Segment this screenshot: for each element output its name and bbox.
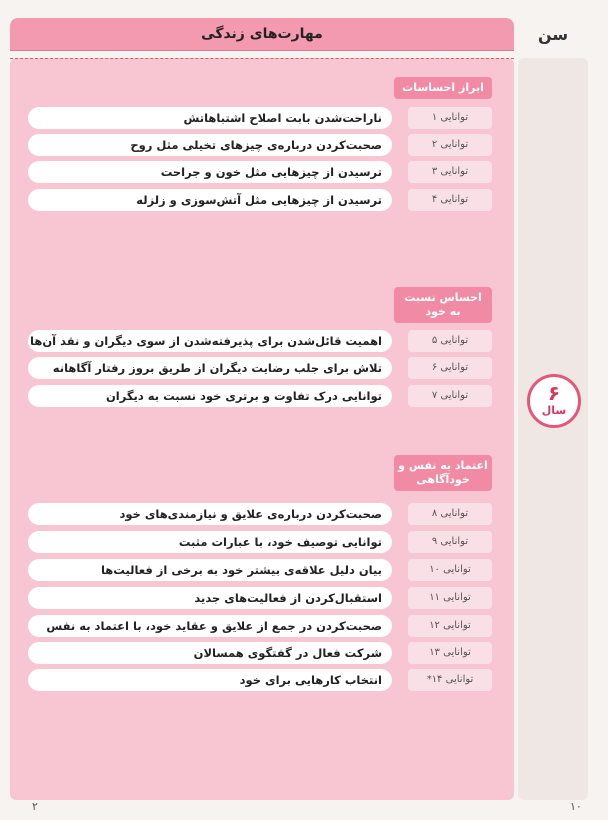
skill-row xyxy=(28,161,502,183)
skill-label: توانایی ۹ xyxy=(408,531,492,553)
age-column xyxy=(518,58,588,800)
section-tag-self-feeling: احساس نسبت به خود xyxy=(394,287,492,323)
skill-text: استقبال‌کردن از فعالیت‌های جدید xyxy=(28,587,392,609)
skill-label: توانایی ۸ xyxy=(408,503,492,525)
skill-text: صحبت‌کردن درباره‌ی چیزهای تخیلی مثل روح xyxy=(28,134,392,156)
age-unit: سال xyxy=(541,404,567,417)
skill-row xyxy=(28,134,502,156)
skill-text: صحبت‌کردن در جمع از علایق و عقاید خود، با اعتماد به نفس xyxy=(28,615,392,637)
skill-row xyxy=(28,189,502,211)
skill-label: توانایی ۷ xyxy=(408,385,492,407)
skill-label: توانایی ۱۲ xyxy=(408,615,492,637)
skill-text: صحبت‌کردن درباره‌ی علایق و نیازمندی‌های خود xyxy=(28,503,392,525)
skill-label: توانایی ۶ xyxy=(408,357,492,379)
skill-row xyxy=(28,587,502,609)
page-number-right: ۱۰ xyxy=(570,800,582,813)
skill-row xyxy=(28,615,502,637)
skill-text: اهمیت قائل‌شدن برای پذیرفته‌شدن از سوی دیگران و نقد آن‌ها xyxy=(28,330,392,352)
age-number: ۶ xyxy=(547,381,561,405)
skill-label: توانایی ۵ xyxy=(408,330,492,352)
skill-label: توانایی ۴ xyxy=(408,189,492,211)
header-divider xyxy=(10,58,514,60)
skill-label: توانایی ۲ xyxy=(408,134,492,156)
skill-label: توانایی ۱۴* xyxy=(408,669,492,691)
life-skills-header xyxy=(10,18,514,51)
skill-row xyxy=(28,559,502,581)
age-badge xyxy=(527,374,581,428)
skill-row xyxy=(28,503,502,525)
skill-row xyxy=(28,357,502,379)
skill-text: توانایی توصیف خود، با عبارات مثبت xyxy=(28,531,392,553)
skill-text: توانایی درک تفاوت و برتری خود نسبت به دیگران xyxy=(28,385,392,407)
skill-label: توانایی ۱۱ xyxy=(408,587,492,609)
life-skills-title: مهارت‌های زندگی xyxy=(201,26,323,42)
page-number-left: ۲ xyxy=(32,800,38,813)
skill-text: شرکت فعال در گفتگوی همسالان xyxy=(28,642,392,664)
section-tag-expressing-emotions: ابراز احساسات xyxy=(394,77,492,99)
skill-text: ترسیدن از چیزهایی مثل آتش‌سوزی و زلزله xyxy=(28,189,392,211)
skill-row xyxy=(28,642,502,664)
skill-row xyxy=(28,669,502,691)
skill-label: توانایی ۱ xyxy=(408,107,492,129)
skill-label: توانایی ۳ xyxy=(408,161,492,183)
skill-row xyxy=(28,330,502,352)
skill-text: ناراحت‌شدن بابت اصلاح اشتباهاتش xyxy=(28,107,392,129)
skill-text: تلاش برای جلب رضایت دیگران از طریق بروز رفتار آگاهانه xyxy=(28,357,392,379)
skill-label: توانایی ۱۳ xyxy=(408,642,492,664)
skill-row xyxy=(28,385,502,407)
section-tag-self-confidence: اعتماد به نفس و خودآگاهی xyxy=(394,455,492,491)
skill-row xyxy=(28,531,502,553)
skill-text: انتخاب کارهایی برای خود xyxy=(28,669,392,691)
skill-text: بیان دلیل علاقه‌ی بیشتر خود به برخی از فعالیت‌ها xyxy=(28,559,392,581)
skill-row xyxy=(28,107,502,129)
skill-label: توانایی ۱۰ xyxy=(408,559,492,581)
skill-text: ترسیدن از چیزهایی مثل خون و جراحت xyxy=(28,161,392,183)
age-header: سن xyxy=(537,24,569,44)
